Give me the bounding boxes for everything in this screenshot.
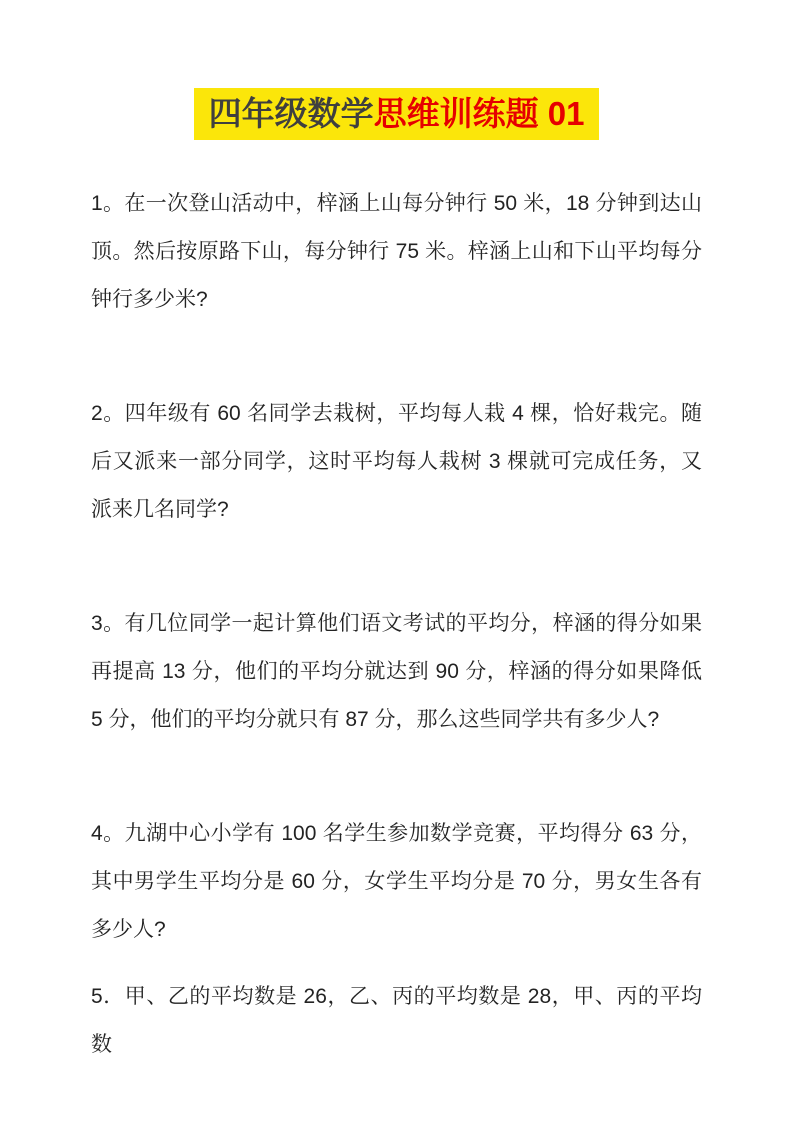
question-3-number: 3。 [91, 612, 125, 635]
question-4 [91, 810, 702, 954]
question-4-number: 4。 [91, 822, 125, 845]
title-topic-text: 思维训练题 01 [373, 95, 585, 132]
question-2 [91, 390, 702, 534]
question-2-text: 四年级有 60 名同学去栽树，平均每人栽 4 棵，恰好栽完。随后又派来一部分同学，这时平均每人栽树 3 棵就可完成任务，又派来几名同学? [91, 402, 702, 521]
page-title [194, 88, 600, 140]
question-3-text: 有几位同学一起计算他们语文考试的平均分，梓涵的得分如果再提高 13 分，他们的平均分就达到 90 分，梓涵的得分如果降低 5 分，他们的平均分就只有 87 分，那么这些同学共有多少人? [91, 612, 703, 731]
title-grade-text: 四年级数学 [208, 95, 374, 132]
questions-list [91, 180, 702, 1069]
question-5-number: 5． [91, 985, 125, 1008]
question-1 [91, 180, 702, 324]
title-row [0, 0, 793, 140]
question-1-text: 在一次登山活动中，梓涵上山每分钟行 50 米，18 分钟到达山顶。然后按原路下山，每分钟行 75 米。梓涵上山和下山平均每分钟行多少米? [91, 192, 702, 311]
question-1-number: 1。 [91, 192, 125, 215]
question-2-number: 2。 [91, 402, 125, 425]
question-5 [91, 973, 702, 1069]
question-5-text: 甲、乙的平均数是 26，乙、丙的平均数是 28，甲、丙的平均数 [91, 985, 702, 1056]
question-4-text: 九湖中心小学有 100 名学生参加数学竞赛，平均得分 63 分，其中男学生平均分是 60 分，女学生平均分是 70 分，男女生各有多少人? [91, 822, 702, 941]
question-3 [91, 600, 702, 744]
